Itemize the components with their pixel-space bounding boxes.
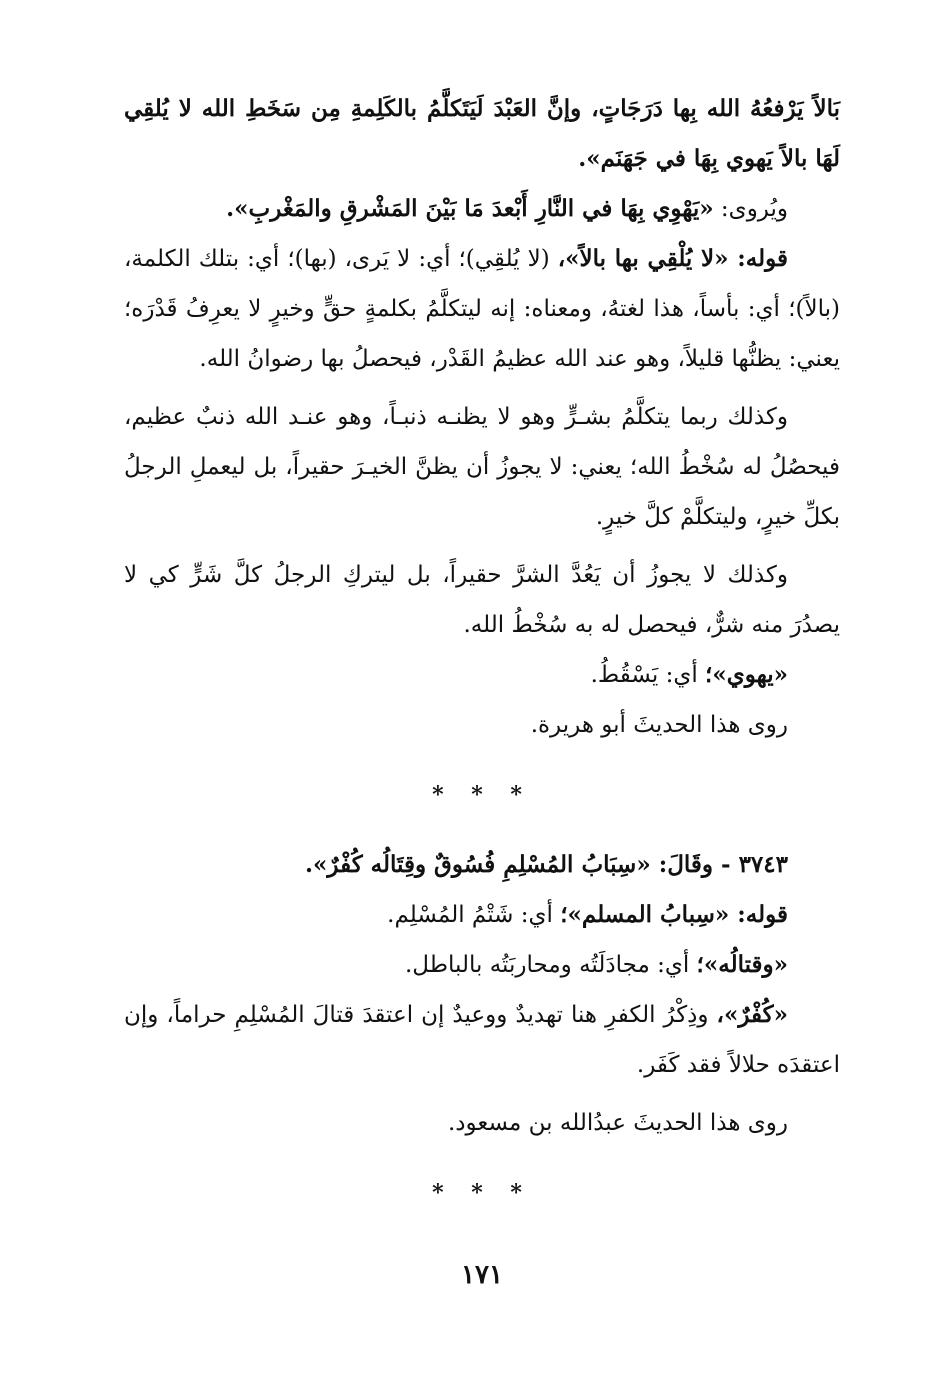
- narration-quote: «يَهْوِي بِهَا في النَّارِ أَبْعدَ مَا بَيْنَ المَشْرقِ والمَغْربِ».: [226, 195, 714, 222]
- commentary-paragraph: [124, 890, 840, 940]
- commentary-paragraph: [124, 234, 840, 384]
- commentary-lemma: قوله: «سِبابُ المسلم»؛: [560, 901, 788, 928]
- page-body: [124, 84, 840, 1300]
- commentary-lemma: «وقتالُه»؛: [696, 951, 788, 978]
- commentary-paragraph: [124, 940, 840, 990]
- commentary-text: أي: مجادَلَتُه ومحاربَتُه بالباطل.: [405, 952, 697, 978]
- narrator-text: روى هذا الحديثَ عبدُالله بن مسعود.: [447, 1110, 788, 1136]
- commentary-text: وذِكْرُ الكفرِ هنا تهديدٌ ووعيدٌ إن اعتقدَ قتالَ المُسْلِمِ حراماً، وإن اعتقدَه حلالاً فقد كَفَر.: [124, 1002, 840, 1078]
- hadith-text: ٣٧٤٣ - وقَالَ: «سِبَابُ المُسْلِمِ فُسُوقٌ وقِتَالُه كُفْرٌ».: [305, 851, 788, 878]
- commentary-text: أي: يَسْقُطُ.: [590, 662, 706, 688]
- commentary-text: وكذلك لا يجوزُ أن يَعُدَّ الشرَّ حقيراً، بل ليتركِ الرجلُ كلَّ شَرٍّ كي لا يصدُرَ منه شرٌّ، فيحصل له به سُخْطُ الله.: [124, 562, 840, 638]
- commentary-paragraph: [124, 550, 840, 650]
- narrator-text: روى هذا الحديثَ أبو هريرة.: [530, 712, 788, 738]
- commentary-lemma: «يهوي»؛: [705, 661, 788, 688]
- commentary-paragraph: [124, 650, 840, 700]
- section-separator: * * *: [432, 782, 532, 808]
- commentary-text: (لا يُلقِي)؛ أي: لا يَرى، (بها)؛ أي: بتلك الكلمة، (بالاً)؛ أي: بأساً، هذا لغتهُ، ومعناه: إنه ليتكلَّمُ بكلمةٍ حقٍّ وخيرٍ لا يعرِفُ قَدْرَه؛ يعني: يظنُّها قليلاً، وهو عند الله عظيمُ القَدْر، فيحصلُ بها رضوانُ الله.: [124, 246, 840, 372]
- commentary-lemma: «كُفْرٌ»،: [716, 1001, 788, 1028]
- commentary-text: أي: شَتْمُ المُسْلِم.: [387, 902, 561, 928]
- narrator-line: [124, 1098, 840, 1148]
- narrator-line: [124, 700, 840, 750]
- section-separator: * * *: [432, 1180, 532, 1206]
- page-number: ١٧١: [461, 1260, 503, 1290]
- hadith-continuation: [124, 84, 840, 184]
- commentary-lemma: قوله: «لا يُلْقِي بها بالاً»،: [557, 245, 788, 272]
- commentary-text: وكذلك ربما يتكلَّمُ بشـرٍّ وهو لا يظنـه ذنبـاً، وهو عنـد الله ذنبٌ عظيم، فيحصُلُ له سُخْطُ الله؛ يعني: لا يجوزُ أن يظنَّ الخيـرَ حقيراً، بل ليعملِ الرجلُ بكلِّ خيرٍ، وليتكلَّمْ كلَّ خيرٍ.: [124, 404, 840, 530]
- narration-variant: [124, 184, 840, 234]
- commentary-paragraph: [124, 990, 840, 1090]
- hadith-text: بَالاً يَرْفعُهُ الله بِها دَرَجَاتٍ، وإنَّ العَبْدَ لَيَتَكلَّمُ بالكَلِمةِ مِن سَخَطِ الله لا يُلقِي لَهَا بالاً يَهوي بِهَا في جَهَنَم».: [124, 95, 840, 172]
- narration-intro: ويُروى:: [713, 196, 788, 222]
- hadith-heading: [124, 840, 840, 890]
- commentary-paragraph: [124, 392, 840, 542]
